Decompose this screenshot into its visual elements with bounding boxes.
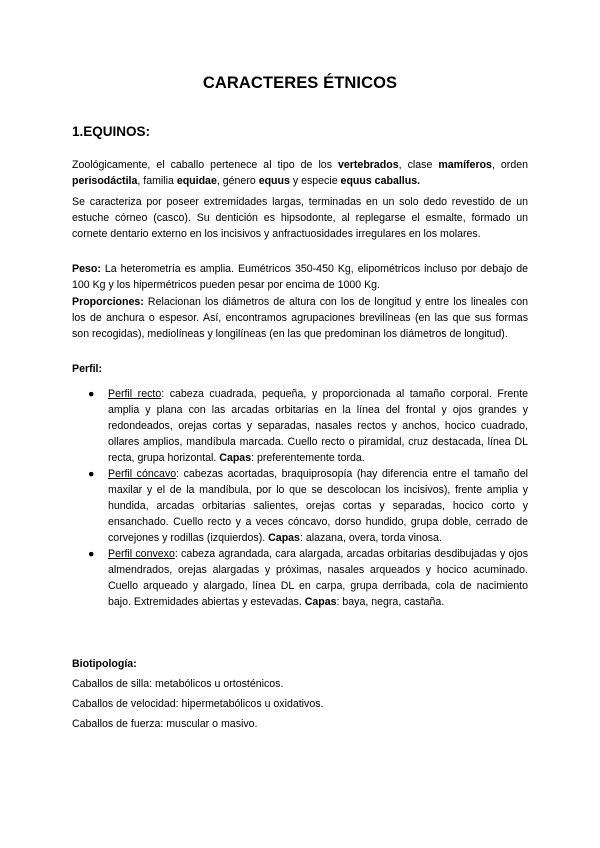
text-run: , orden bbox=[491, 159, 529, 171]
proporciones-paragraph bbox=[72, 294, 528, 342]
capas-label: Capas bbox=[304, 596, 337, 608]
proporciones-label: Proporciones: bbox=[72, 296, 144, 308]
perfil-label: Perfil: bbox=[72, 363, 103, 375]
list-item: Caballos de silla: metabólicos u ortosténicos. bbox=[72, 678, 284, 690]
peso-label: Peso: bbox=[72, 263, 101, 275]
bullet-icon: ● bbox=[88, 468, 95, 480]
profile-text: : cabeza cuadrada, pequeña, y proporcionada al tamaño corporal. Frente amplia y plana con las arcadas orbitarias en la línea del frontal y ojos grandes y redondeados, orejas cortas y separadas, nasales rectos y anchos, hocico cuadrado, ollares amplios, mandíbula marcada. Cuello recto o piramidal, cruz destacada, línea DL recta, grupa horizontal. bbox=[108, 388, 528, 464]
capas-text: : alazana, overa, torda vinosa. bbox=[299, 532, 442, 544]
description-paragraph: Se caracteriza por poseer extremidades largas, terminadas en un solo dedo revestido de un estuche córneo (casco). Su dentición es hipsodonte, al replegarse el esmalte, formado un cornete dentario externo en los incisivos y anfractuosidades irregulares en los molares. bbox=[72, 196, 528, 240]
list-item bbox=[88, 466, 528, 546]
profile-name: Perfil recto bbox=[108, 388, 162, 400]
list-item: Caballos de velocidad: hipermetabólicos u oxidativos. bbox=[72, 698, 324, 710]
profile-name: Perfil cóncavo bbox=[108, 468, 177, 480]
bold-term: equus bbox=[258, 175, 290, 187]
bold-term: equus caballus. bbox=[340, 175, 421, 187]
biotipologia-section bbox=[72, 656, 528, 732]
profile-text: : cabezas acortadas, braquiprosopía (hay diferencia entre el tamaño del maxilar y el de la mandíbula, por lo que se descolocan los incisivos), frente amplia y hundida, arcadas orbitarias salientes, orejas cortas y separadas, hocico corto y ensanchado. Cuello recto y a veces cóncavo, dorso hundido, grupa doble, cerrado de corvejones y rodillas (izquierdos). bbox=[108, 468, 528, 544]
profile-list bbox=[88, 386, 528, 610]
section-heading: 1.EQUINOS: bbox=[72, 124, 151, 139]
profile-text: : cabeza agrandada, cara alargada, arcadas orbitarias desdibujadas y ojos almendrados, orejas alargadas y próximas, nasales arqueados y hocico acuminado. Cuello arqueado y alargado, línea DL en carpa, grupa derribada, cola de nacimiento bajo. Extremidades abiertas y estevadas. bbox=[108, 548, 528, 608]
zoology-paragraph bbox=[72, 157, 528, 189]
peso-paragraph bbox=[72, 261, 528, 293]
bold-term: perisodáctila bbox=[72, 175, 138, 187]
bullet-icon: ● bbox=[88, 388, 95, 400]
profile-name: Perfil convexo bbox=[108, 548, 175, 560]
text-run: , género bbox=[216, 175, 259, 187]
capas-label: Capas bbox=[219, 452, 252, 464]
page-title: CARACTERES ÉTNICOS bbox=[202, 74, 398, 92]
peso-text: La heterometría es amplia. Eumétricos 350-450 Kg, elipométricos incluso por debajo de 100 Kg y los hipermétricos pueden pesar por encima de 1000 Kg. bbox=[72, 263, 528, 291]
capas-text: : preferentemente torda. bbox=[251, 452, 365, 464]
biotipologia-heading bbox=[72, 656, 528, 672]
capas-label: Capas bbox=[268, 532, 300, 544]
bold-term: mamíferos bbox=[438, 159, 492, 171]
text-run: , familia bbox=[137, 175, 177, 187]
biotipologia-label: Biotipología: bbox=[72, 658, 137, 670]
bullet-icon: ● bbox=[88, 548, 95, 560]
text-run: , clase bbox=[398, 159, 439, 171]
bold-term: equidae bbox=[176, 175, 217, 187]
list-item bbox=[88, 546, 528, 610]
text-run: Zoológicamente, el caballo pertenece al tipo de los bbox=[72, 159, 338, 171]
list-item bbox=[88, 386, 528, 466]
bold-term: vertebrados bbox=[338, 159, 399, 171]
list-item: Caballos de fuerza: muscular o masivo. bbox=[72, 718, 258, 730]
proporciones-text: Relacionan los diámetros de altura con los de longitud y entre los lineales con los de anchura o espesor. Así, encontramos agrupaciones brevilíneas (en las que sus formas son recogidas), mediolíneas y longilíneas (en las que predominan los diámetros de longitud). bbox=[72, 296, 528, 340]
text-run: y especie bbox=[289, 175, 341, 187]
perfil-heading bbox=[72, 361, 528, 377]
capas-text: : baya, negra, castaña. bbox=[336, 596, 445, 608]
